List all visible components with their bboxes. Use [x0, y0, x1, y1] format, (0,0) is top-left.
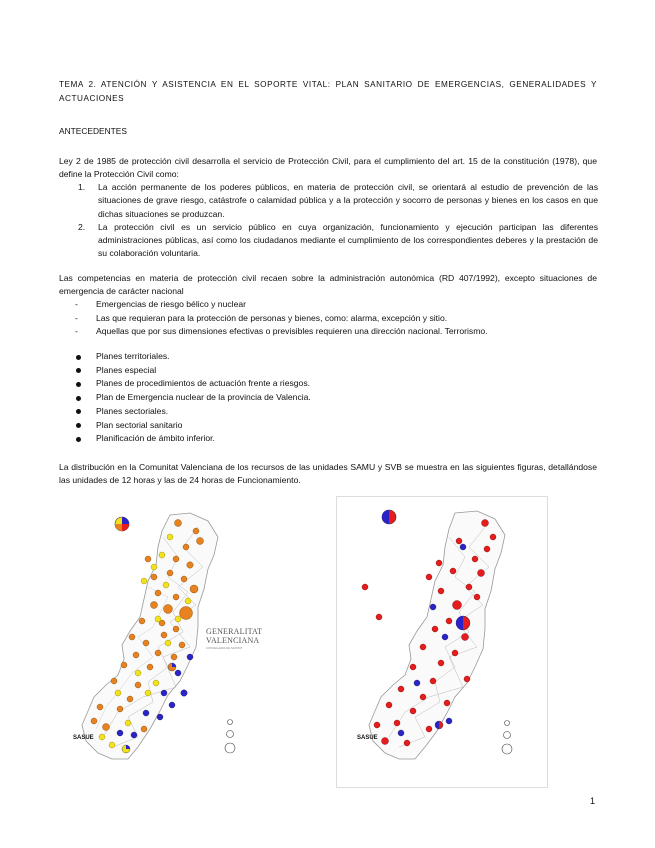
map-label-sasue: SASUE: [357, 735, 378, 741]
list-item: - Emergencias de riesgo bélico y nuclear: [75, 299, 246, 309]
distribution-paragraph: La distribución en la Comunitat Valenciana de los recursos de las unidades SAMU y SVB se muestra en las siguientes figuras, detallándose las unidades de 12 horas y las de 24 horas de Funcionamiento.: [59, 462, 597, 486]
intro-paragraph: Ley 2 de 1985 de protección civil desarrolla el servicio de Protección Civil, para el cumplimiento del art. 15 de la constitución (1978), que define la Protección Civil como:: [59, 156, 597, 180]
logo-line1: GENERALITAT: [206, 627, 263, 636]
generalitat-logo: [206, 627, 263, 650]
bullet-list: [75, 350, 595, 446]
list-item: [78, 181, 598, 221]
list-item-text: Planes de procedimientos de actuación frente a riesgos.: [96, 378, 311, 389]
competencias-paragraph: Las competencias en materia de protección civil recaen sobre la administración autonómica (RD 407/1992), excepto situaciones de emergencia de carácter nacional: [59, 273, 597, 297]
list-item: [75, 405, 595, 419]
dash-list: [75, 298, 595, 339]
section-heading: ANTECEDENTES: [59, 126, 127, 136]
list-number: 1.: [78, 182, 86, 192]
figure-right-svb-map: [336, 496, 548, 788]
list-item-text: Planificación de ámbito inferior.: [96, 433, 215, 444]
list-number: 2.: [78, 221, 86, 232]
list-item: [75, 350, 595, 364]
list-item-text: Aquellas que por sus dimensiones efectivas o previsibles requieren una dirección nacional. Terrorismo.: [96, 326, 488, 337]
figure-left-samu-map: [58, 497, 263, 784]
list-item: - Las que requieran para la protección de personas y bienes, como: alarma, excepción y sitio.: [75, 312, 448, 323]
list-item-text: Las que requieran para la protección de personas y bienes, como: alarma, excepción y sitio.: [96, 312, 448, 323]
list-item: [75, 364, 595, 378]
list-item-text: Plan de Emergencia nuclear de la provincia de Valencia.: [96, 392, 311, 403]
list-item-text: Emergencias de riesgo bélico y nuclear: [96, 299, 246, 309]
list-item: [75, 419, 595, 433]
list-item: [75, 377, 595, 391]
logo-sub: CONSELLERIA DE SANITAT: [206, 646, 243, 650]
list-item-text: Planes especial: [96, 364, 157, 375]
page-number: 1: [590, 796, 596, 806]
list-item-text: Plan sectorial sanitario: [96, 419, 183, 430]
logo-line2: VALENCIANA: [206, 636, 260, 645]
list-item-text: Planes territoriales.: [96, 351, 170, 361]
right-map-svg: [337, 497, 547, 787]
list-item-text: La acción permanente de los poderes públicos, en materia de protección civil, se orientará al estudio de prevención de las situaciones de grave riesgo, catástrofe o calamidad pública y a la protección y socorro de personas y bienes en los casos en que dichas situaciones se produzcan.: [98, 182, 598, 219]
list-item: [75, 432, 595, 446]
list-item: - Aquellas que por sus dimensiones efectivas o previsibles requieren una dirección nacional. Terrorismo.: [75, 326, 488, 337]
map-label-sasue: SASUE: [73, 735, 94, 741]
list-item-text: La protección civil es un servicio público en cuya organización, funcionamiento y ejecución participan las diferentes administraciones públicas, así como los ciudadanos mediante el cumplimiento de los correspondientes deberes y la prestación de su colaboración voluntaria.: [98, 221, 598, 259]
numbered-list: [78, 181, 598, 261]
list-item: [78, 221, 598, 261]
document-title: TEMA 2. ATENCIÓN Y ASISTENCIA EN EL SOPORTE VITAL: PLAN SANITARIO DE EMERGENCIAS, GENERALIDADES Y ACTUACIONES: [59, 80, 597, 103]
list-item: [75, 391, 595, 405]
list-item-text: Planes sectoriales.: [96, 405, 169, 416]
